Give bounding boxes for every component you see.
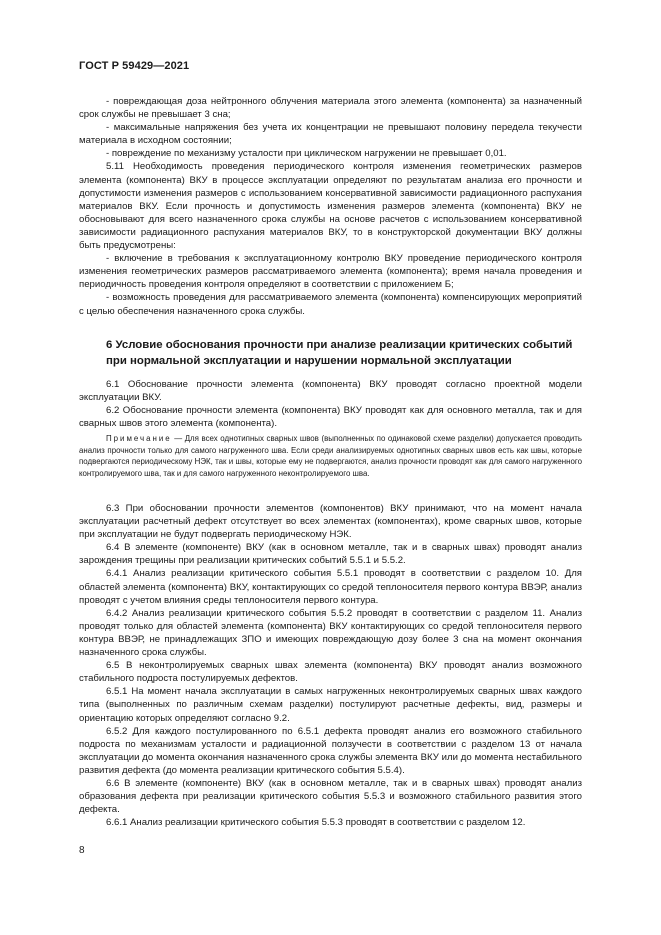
paragraph: 6.4.2 Анализ реализации критического события 5.5.2 проводят в соответствии с разделом 11. Анализ проводят только для областей элемента (компонента) ВКУ контактирующих со средой теплоносителя первого контура ВВЭР, не принадлежащих ЗПО и имеющих повреждающую дозу более 3 сна на момент окончания назначенного срока службы. [79, 607, 582, 659]
paragraph: 5.11 Необходимость проведения периодического контроля изменения геометрических размеров элемента (компонента) ВКУ в процессе эксплуатации определяют по результатам анализа его прочности и допустимости изменения размеров с использованием консервативной зависимости радиационного распухания материалов ВКУ. Если прочность и допустимость изменения размеров элемента (компонента) ВКУ не обосновывают для всего назначенного срока службы на основе расчетов с использованием консервативной зависимости радиационного распухания материалов ВКУ, то в конструкторской документации ВКУ должны быть предусмотрены: [79, 161, 582, 252]
note-text: — Для всех однотипных сварных швов (выполненных по одинаковой схеме разделки) допускается проводить анализ прочности только для самого нагруженного шва. Если среди анализируемых однотипных сварных швов есть как швы, которые подвергаются периодическому НЭК, так и швы, которые ему не подвергаются, анализ прочности проводят как для самого нагруженного контролируемого шва, так и для самого нагруженного неконтролируемого шва. [79, 434, 582, 479]
paragraph: - повреждающая доза нейтронного облучения материала этого элемента (компонента) за назначенный срок службы не превышает 3 сна; [79, 96, 582, 121]
page-number: 8 [79, 845, 85, 856]
note-paragraph [79, 433, 582, 480]
paragraph: 6.6 В элементе (компоненте) ВКУ (как в основном металле, так и в сварных швах) проводят анализ образования дефекта при реализации критического события 5.5.3 и возможного стабильного развития этого дефекта. [79, 777, 582, 816]
paragraph: 6.4.1 Анализ реализации критического события 5.5.1 проводят в соответствии с разделом 10. Для областей элемента (компонента) ВКУ, контактирующих со средой теплоносителя первого контура ВВЭР, анализ проводят с учетом влияния среды теплоносителя первого контура. [79, 568, 582, 606]
paragraph: 6.5.1 На момент начала эксплуатации в самых нагруженных неконтролируемых сварных швах каждого типа (выполненных по различным схемам разделки) постулируют расчетные дефекты, вид, размеры и ориентацию которых определяют согласно 9.2. [79, 686, 582, 724]
paragraph: 6.6.1 Анализ реализации критического события 5.5.3 проводят в соответствии с разделом 12. [106, 817, 526, 829]
note-label: Примечание [106, 434, 172, 443]
paragraph: - возможность проведения для рассматриваемого элемента (компонента) компенсирующих мероприятий с целью обеспечения назначенного срока службы. [79, 292, 582, 317]
section-6-heading: 6 Условие обоснования прочности при анализе реализации критических событий при нормальной эксплуатации и нарушении нормальной эксплуатации [106, 339, 573, 367]
paragraph: 6.5.2 Для каждого постулированного по 6.5.1 дефекта проводят анализ его возможного стабильного подроста по механизмам усталости и радиационной ползучести в соответствии с разделом 13 от начала эксплуатации до момента окончания назначенного срока службы элемента ВКУ или до момента нестабильного развития дефекта (до момента реализации критического события 5.5.4). [79, 725, 582, 776]
paragraph: - включение в требования к эксплуатационному контролю ВКУ проведение периодического контроля изменения геометрических размеров рассматриваемого элемента (компонента); время начала проведения и периодичность проведения контроля определяют в соответствии с приложением Б; [79, 253, 582, 291]
body-block-6-3 [79, 502, 582, 829]
body-block-requirements [79, 95, 582, 318]
note-block [79, 433, 582, 480]
paragraph: 6.2 Обоснование прочности элемента (компонента) ВКУ проводят как для основного металла, так и для сварных швов этого элемента (компонента). [79, 405, 582, 430]
paragraph: 6.4 В элементе (компоненте) ВКУ (как в основном металле, так и в сварных швах) проводят анализ зарождения трещины при реализации критических событий 5.5.1 и 5.5.2. [79, 542, 582, 567]
paragraph: - максимальные напряжения без учета их концентрации не превышают половину передела текучести материала в исходном состоянии; [79, 122, 582, 147]
paragraph: 6.3 При обосновании прочности элементов (компонентов) ВКУ принимают, что на момент начала эксплуатации расчетный дефект отсутствует во всех элементах (компонентах), кроме сварных швов, которые при эксплуатации не будут подвергать периодическому НЭК. [79, 503, 582, 541]
paragraph: - повреждение по механизму усталости при циклическом нагружении не превышает 0,01. [106, 148, 507, 160]
body-block-6-1 [79, 378, 582, 430]
paragraph: 6.5 В неконтролируемых сварных швах элемента (компонента) ВКУ проводят анализ возможного стабильного подроста постулируемых дефектов. [79, 660, 582, 685]
paragraph: 6.1 Обоснование прочности элемента (компонента) ВКУ проводят согласно проектной модели эксплуатации ВКУ. [79, 379, 582, 404]
standard-id-header: ГОСТ Р 59429—2021 [79, 60, 190, 72]
